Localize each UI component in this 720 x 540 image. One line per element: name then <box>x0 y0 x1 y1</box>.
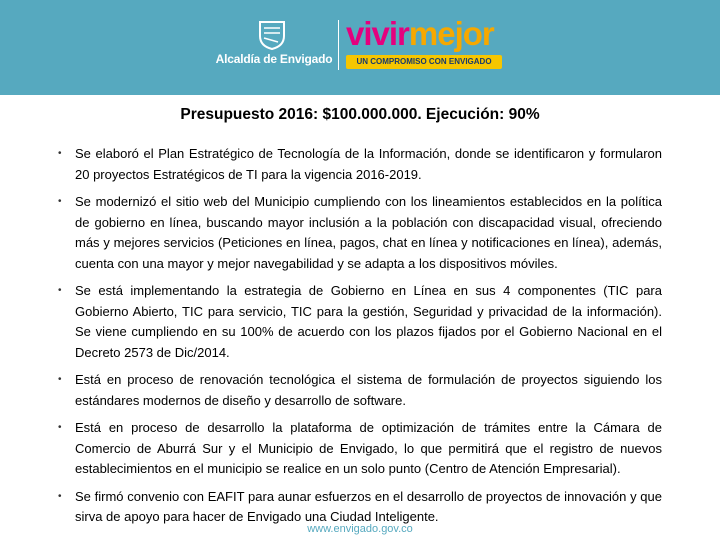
bullet-text: Está en proceso de desarrollo la plataforma de optimización de trámites entre la Cámara de Comercio de Aburrá Sur y el Municipio de Envigado, lo que permitirá que el registro de nuevos establecimientos en el municipio se realice en un solo punto (Centro de Atención Empresarial). <box>75 420 662 476</box>
bullet-text: Se modernizó el sitio web del Municipio cumpliendo con los lineamientos establecidos en la política de gobierno en línea, buscando mayor inclusión a la población con discapacidad visual, ofreciendo más y mejores servicios (Peticiones en línea, pagos, chat en línea y notificaciones en línea), además, cuenta con una mayor y mejor navegabilidad y se adapta a los dispositivos móviles. <box>75 194 662 271</box>
crest-logo-icon <box>258 20 286 50</box>
slogan-word-vivir: vivir <box>346 15 409 52</box>
bullet-list <box>58 144 662 535</box>
bullet-icon: • <box>58 196 62 207</box>
list-item <box>58 281 662 363</box>
bullet-icon: • <box>58 374 62 385</box>
bullet-text: Se firmó convenio con EAFIT para aunar esfuerzos en el desarrollo de proyectos de innovación y que sirva de apoyo para hacer de Envigado una Ciudad Inteligente. <box>75 488 662 524</box>
list-item <box>58 418 662 480</box>
bullet-icon: • <box>58 148 62 159</box>
bullet-text: Está en proceso de renovación tecnológica el sistema de formulación de proyectos siguiendo los estándares modernos de diseño y desarrollo de software. <box>75 372 662 408</box>
header-band <box>0 0 720 95</box>
slogan-logo <box>346 14 494 54</box>
bullet-text: Se elaboró el Plan Estratégico de Tecnología de la Información, donde se identificaron y formularon 20 proyectos Estratégicos de TI para la vigencia 2016-2019. <box>75 146 662 182</box>
list-item <box>58 192 662 274</box>
header-divider <box>338 20 339 70</box>
footer-url: www.envigado.gov.co <box>307 523 413 535</box>
tagline-badge: UN COMPROMISO CON ENVIGADO <box>346 55 502 69</box>
list-item <box>58 487 662 528</box>
bullet-icon: • <box>58 285 62 296</box>
list-item <box>58 144 662 185</box>
bullet-icon: • <box>58 422 62 433</box>
list-item <box>58 370 662 411</box>
bullet-icon: • <box>58 490 62 502</box>
slogan-word-mejor: mejor <box>408 15 494 52</box>
bullet-text: Se está implementando la estrategia de Gobierno en Línea en sus 4 componentes (TIC para Gobierno Abierto, TIC para servicio, TIC para la gestión, Seguridad y privacidad de la información). Se viene cumpliendo en su 100% de acuerdo con los plazos fijados por el Gobierno Nacional en el Decreto 2573 de Dic/2014. <box>75 283 662 360</box>
page-title: Presupuesto 2016: $100.000.000. Ejecución: 90% <box>180 106 540 123</box>
org-name: Alcaldía de Envigado <box>215 52 333 66</box>
